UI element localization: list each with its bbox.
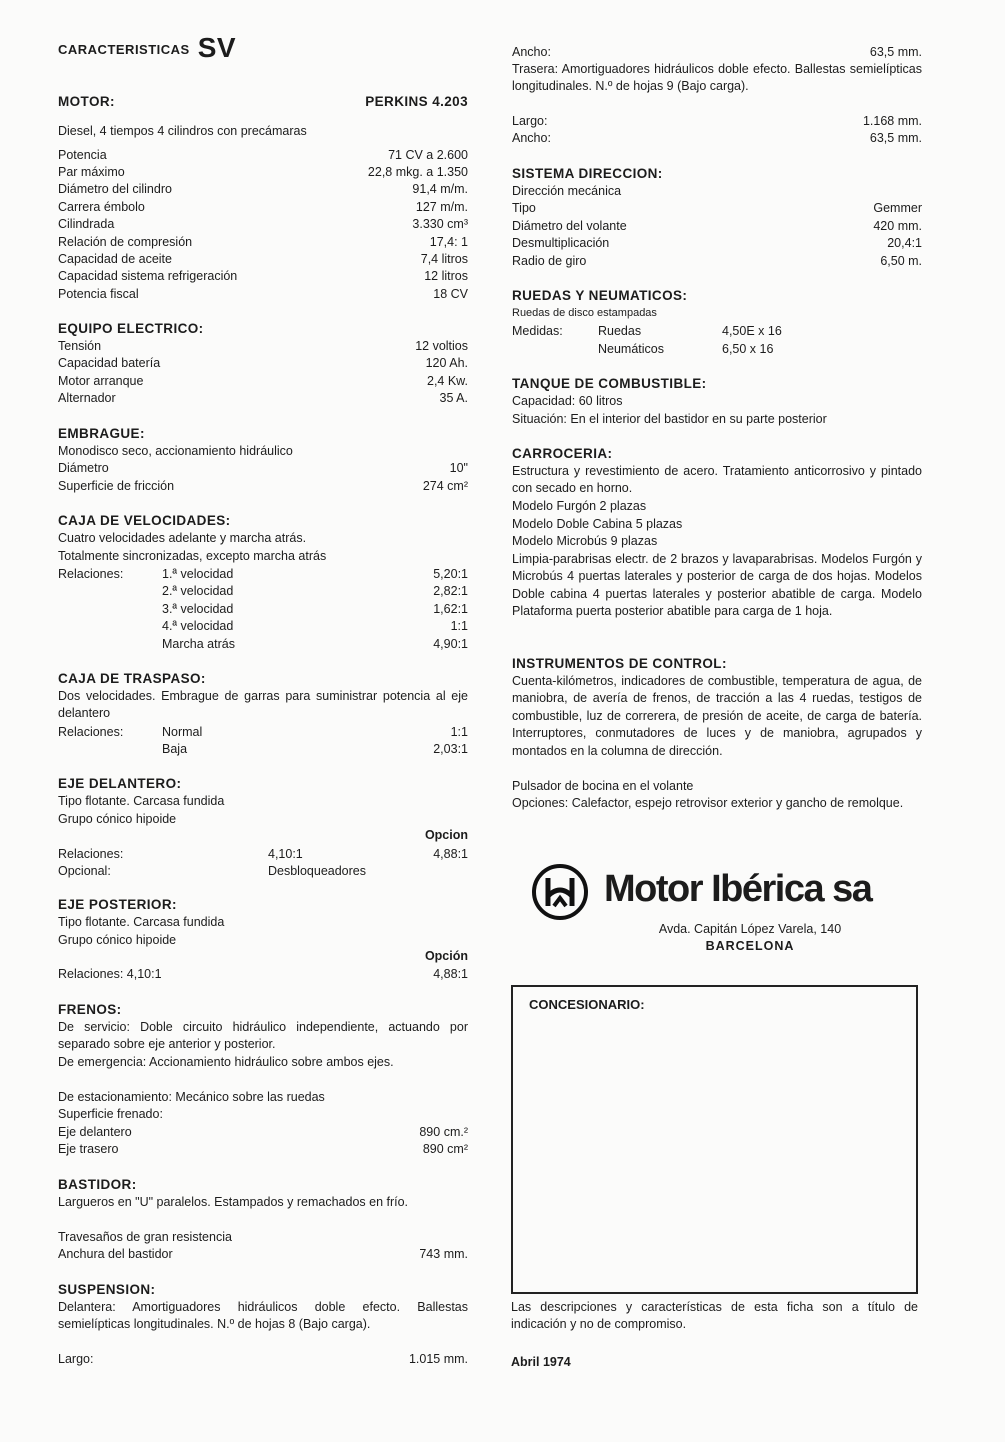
frenos-heading: FRENOS: xyxy=(58,1002,122,1017)
eje-del-opc-val: Desbloqueadores xyxy=(268,864,366,878)
spec-row: Par máximo 22,8 mkg. a 1.350 xyxy=(58,165,468,179)
caja-vel-rel-label: Relaciones: xyxy=(58,567,124,581)
direccion-heading: SISTEMA DIRECCION: xyxy=(512,166,663,181)
caja-vel-heading: CAJA DE VELOCIDADES: xyxy=(58,513,231,528)
suspension-delantera: Delantera: Amortiguadores hidráulicos doble efecto. Ballestas semielípticas longitudinales. N.º de hojas 8 (Bajo carga). xyxy=(58,1300,468,1332)
eje-post-heading: EJE POSTERIOR: xyxy=(58,897,177,912)
eje-del-opc-label: Opcional: xyxy=(58,864,111,878)
spec-row: Diámetro 10" xyxy=(58,461,468,475)
company-city: BARCELONA xyxy=(705,939,795,953)
dealer-label: CONCESIONARIO: xyxy=(529,997,645,1012)
title-model: SV xyxy=(197,32,237,63)
gear-row: 2.ª velocidad 2,82:1 xyxy=(162,584,468,598)
gear-row: 4.ª velocidad 1:1 xyxy=(162,619,468,633)
direccion-desc: Dirección mecánica xyxy=(512,184,622,198)
document-date: Abril 1974 xyxy=(511,1355,571,1369)
spec-row: Capacidad sistema refrigeración 12 litros xyxy=(58,269,468,283)
frenos-servicio: De servicio: Doble circuito hidráulico independiente, actuando por separado sobre eje anterior y posterior. xyxy=(58,1020,468,1052)
eje-post-rel-opt: 4,88:1 xyxy=(433,967,468,981)
ruedas-heading: RUEDAS Y NEUMATICOS: xyxy=(512,288,688,303)
instrumentos-heading: INSTRUMENTOS DE CONTROL: xyxy=(512,656,727,671)
ruedas-n-val: 6,50 x 16 xyxy=(722,342,774,356)
frenos-superficie: Superficie frenado: xyxy=(58,1107,163,1121)
ruedas-r-label: Ruedas xyxy=(598,324,642,338)
ruedas-n-label: Neumáticos xyxy=(598,342,664,356)
spec-row: Motor arranque 2,4 Kw. xyxy=(58,374,468,388)
eje-post-line1: Tipo flotante. Carcasa fundida xyxy=(58,915,225,929)
spec-row: Superficie de fricción 274 cm² xyxy=(58,479,468,493)
ruedas-r-val: 4,50E x 16 xyxy=(722,324,782,338)
frenos-emergencia: De emergencia: Accionamiento hidráulico sobre ambos ejes. xyxy=(58,1055,394,1069)
spec-row: Anchura del bastidor 743 mm. xyxy=(58,1247,468,1261)
tanque-heading: TANQUE DE COMBUSTIBLE: xyxy=(512,376,707,391)
spec-row: Capacidad batería 120 Ah. xyxy=(58,356,468,370)
transfer-row: Baja 2,03:1 xyxy=(162,742,468,756)
motor-heading: MOTOR: xyxy=(58,94,115,109)
spec-row: Eje trasero 890 cm² xyxy=(58,1142,468,1156)
instrumentos-desc: Cuenta-kilómetros, indicadores de combustible, temperatura de agua, de maniobra, de avería de frenos, de tracción a las 4 ruedas, testigos de combustible, luz de correrera, de presión de aceite, de carga de batería. Interruptores, conmutadores de luces y de maniobra, agrupados y montados en la columna de dirección. xyxy=(512,674,922,758)
embrague-heading: EMBRAGUE: xyxy=(58,426,145,441)
dealer-box xyxy=(511,985,918,1294)
spec-row: Ancho: 63,5 mm. xyxy=(512,45,922,59)
eje-del-line2: Grupo cónico hipoide xyxy=(58,812,177,826)
company-name: Motor Ibérica sa xyxy=(604,868,872,910)
ruedas-desc: Ruedas de disco estampadas xyxy=(512,307,657,319)
carroceria-estructura: Estructura y revestimiento de acero. Tratamiento anticorrosivo y pintado con secado en horno. xyxy=(512,464,922,496)
spec-row: Tipo Gemmer xyxy=(512,201,922,215)
spec-row: Ancho: 63,5 mm. xyxy=(512,131,922,145)
footer-note: Las descripciones y características de esta ficha son a título de indicación y no de compromiso. xyxy=(511,1300,918,1332)
spec-row: Largo: 1.015 mm. xyxy=(58,1352,468,1366)
spec-row: Cilindrada 3.330 cm³ xyxy=(58,217,468,231)
caja-vel-line2: Totalmente sincronizadas, excepto marcha atrás xyxy=(58,549,327,563)
caja-tras-rel-label: Relaciones: xyxy=(58,725,124,739)
bastidor-desc: Largueros en "U" paralelos. Estampados y remachados en frío. xyxy=(58,1195,409,1209)
instrumentos-pulsador: Pulsador de bocina en el volante xyxy=(512,779,694,793)
suspension-heading: SUSPENSION: xyxy=(58,1282,156,1297)
caja-vel-line1: Cuatro velocidades adelante y marcha atrás. xyxy=(58,531,307,545)
eje-del-rel-val: 4,10:1 xyxy=(268,847,303,861)
caja-tras-desc: Dos velocidades. Embrague de garras para suministrar potencia al eje delantero xyxy=(58,689,468,721)
gear-row: 1.ª velocidad 5,20:1 xyxy=(162,567,468,581)
spec-row: Largo: 1.168 mm. xyxy=(512,114,922,128)
spec-row: Eje delantero 890 cm.² xyxy=(58,1125,468,1139)
title-prefix: CARACTERISTICAS xyxy=(58,42,190,57)
eje-del-heading: EJE DELANTERO: xyxy=(58,776,182,791)
gear-row: 3.ª velocidad 1,62:1 xyxy=(162,602,468,616)
spec-row: Capacidad de aceite 7,4 litros xyxy=(58,252,468,266)
spec-row: Radio de giro 6,50 m. xyxy=(512,254,922,268)
spec-row: Desmultiplicación 20,4:1 xyxy=(512,236,922,250)
company-address: Avda. Capitán López Varela, 140 xyxy=(658,922,842,936)
carroceria-desc: Limpia-parabrisas electr. de 2 brazos y lavaparabrisas. Modelos Furgón y Microbús 4 puertas laterales y posterior de carga de dos hojas. Modelos Doble cabina 4 puertas laterales y posterior abatible de carga. Modelo Plataforma puerta posterior abatible para carga de 1 hoja. xyxy=(512,552,922,619)
caja-tras-heading: CAJA DE TRASPASO: xyxy=(58,671,206,686)
spec-row: Potencia 71 CV a 2.600 xyxy=(58,148,468,162)
eje-post-line2: Grupo cónico hipoide xyxy=(58,933,177,947)
eje-del-rel-label: Relaciones: xyxy=(58,847,124,861)
suspension-trasera: Trasera: Amortiguadores hidráulicos doble efecto. Ballestas semielípticas longitudinales. N.º de hojas 9 (Bajo carga). xyxy=(512,62,922,94)
motor-desc: Diesel, 4 tiempos 4 cilindros con precámaras xyxy=(58,124,307,138)
eje-del-line1: Tipo flotante. Carcasa fundida xyxy=(58,794,225,808)
instrumentos-opciones: Opciones: Calefactor, espejo retrovisor exterior y gancho de remolque. xyxy=(512,796,904,810)
motor-engine: PERKINS 4.203 xyxy=(365,94,468,109)
document-title xyxy=(58,32,236,64)
frenos-estacionamiento: De estacionamiento: Mecánico sobre las ruedas xyxy=(58,1090,325,1104)
bastidor-line2: Travesaños de gran resistencia xyxy=(58,1230,232,1244)
transfer-row: Normal 1:1 xyxy=(162,725,468,739)
carroceria-m1: Modelo Furgón 2 plazas xyxy=(512,499,647,513)
gear-row: Marcha atrás 4,90:1 xyxy=(162,637,468,651)
spec-row: Alternador 35 A. xyxy=(58,391,468,405)
equipo-heading: EQUIPO ELECTRICO: xyxy=(58,321,204,336)
spec-row: Potencia fiscal 18 CV xyxy=(58,287,468,301)
spec-row: Diámetro del volante 420 mm. xyxy=(512,219,922,233)
carroceria-heading: CARROCERIA: xyxy=(512,446,613,461)
company-logo xyxy=(530,862,910,926)
spec-row: Carrera émbolo 127 m/m. xyxy=(58,200,468,214)
bastidor-heading: BASTIDOR: xyxy=(58,1177,137,1192)
carroceria-m2: Modelo Doble Cabina 5 plazas xyxy=(512,517,683,531)
company-emblem-icon xyxy=(530,862,590,922)
eje-del-rel-opt: 4,88:1 xyxy=(433,847,468,861)
spec-row: Diámetro del cilindro 91,4 m/m. xyxy=(58,182,468,196)
tanque-capacidad: Capacidad: 60 litros xyxy=(512,394,623,408)
carroceria-m3: Modelo Microbús 9 plazas xyxy=(512,534,658,548)
eje-del-opcion: Opcion xyxy=(424,828,468,842)
tanque-situacion: Situación: En el interior del bastidor en su parte posterior xyxy=(512,412,827,426)
ruedas-medidas: Medidas: xyxy=(512,324,563,338)
eje-post-opcion: Opción xyxy=(424,949,468,963)
spec-row: Tensión 12 voltios xyxy=(58,339,468,353)
spec-row: Relación de compresión 17,4: 1 xyxy=(58,235,468,249)
embrague-desc: Monodisco seco, accionamiento hidráulico xyxy=(58,444,293,458)
eje-post-rel: Relaciones: 4,10:1 xyxy=(58,967,162,981)
